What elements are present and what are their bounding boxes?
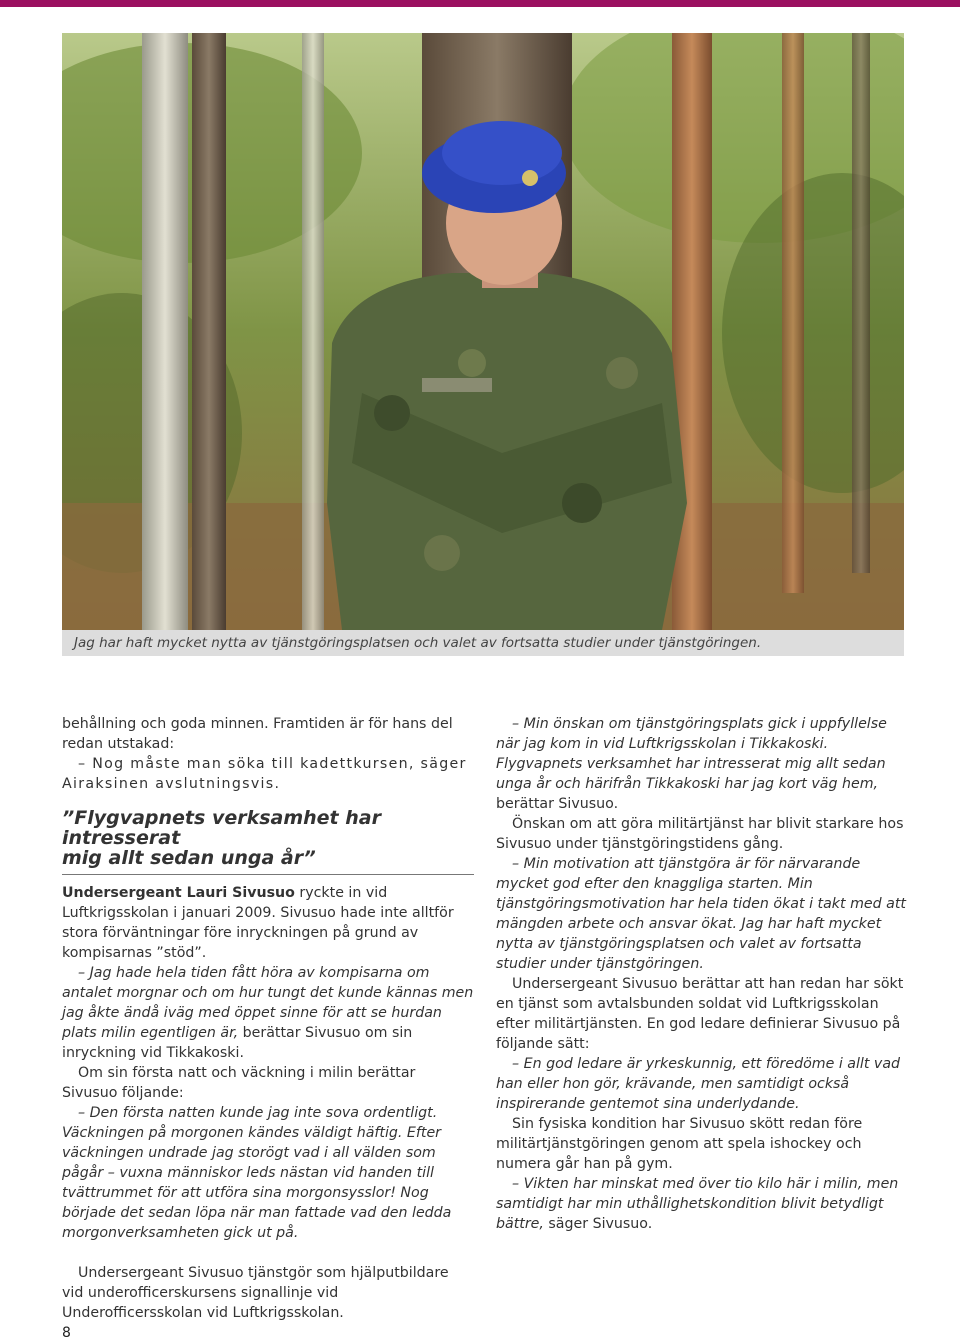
soldier-photo: [62, 33, 904, 630]
paragraph: – Nog måste man söka till kadettkursen, säger Airaksinen avslutningsvis.: [62, 756, 467, 792]
page-number: 8: [62, 1325, 71, 1341]
text-span: berättar Sivusuo.: [496, 796, 619, 812]
magenta-top-bar: [0, 0, 960, 7]
left-column: [62, 714, 474, 1323]
paragraph: behållning och goda minnen. Framtiden är för hans del redan utstakad:: [62, 716, 453, 752]
text-span: berättar Sivusuo om sin inryckning vid Tikkakoski.: [62, 1025, 413, 1061]
paragraph: Undersergeant Sivusuo tjänstgör som hjälputbildare vid underofficerskursens signallinje vid Underofficersskolan vid Luftkrigsskolan.: [62, 1265, 449, 1321]
paragraph: [62, 963, 474, 1063]
quote-paragraph: – En god ledare är yrkeskunnig, ett föredöme i allt vad han eller hon gör, krävande, men samtidigt också inspirerande gentemot sina underlydande.: [496, 1056, 901, 1112]
right-column: [496, 714, 911, 1234]
quote-span: – Vikten har minskat med över tio kilo här i milin, men samtidigt har min uthållighetskondition blivit betydligt bättre,: [496, 1176, 899, 1232]
photo-caption: Jag har haft mycket nytta av tjänstgöringsplatsen och valet av fortsatta studier under tjänstgöringen.: [62, 630, 904, 656]
paragraph: Sin fysiska kondition har Sivusuo skött redan före militärtjänstgöringen genom att spela ishockey och numera går han på gym.: [496, 1116, 863, 1172]
text-span: ryckte in vid Luftkrigsskolan i januari 2009. Sivusuo hade inte alltför stora förväntningar före inryckningen på grund av kompisarnas ”stöd”.: [62, 885, 454, 961]
quote-paragraph: – Min motivation att tjänstgöra är för närvarande mycket god efter den knaggliga starten. Min tjänstgöringsmotivation har hela tiden ökat i takt med att mängden arbete och ansvar ökat. Jag har haft mycket nytta av tjänstgöringsplatsen och valet av fortsatta studier under tjänstgöringen.: [496, 856, 906, 972]
text-span: säger Sivusuo.: [543, 1216, 653, 1232]
quote-paragraph: – Den första natten kunde jag inte sova ordentligt. Väckningen på morgonen kändes väldigt häftig. Efter väckningen undrade jag storögt vad i all välden som pågår – vuxna människor leds nästan vid handen till tvättrummet för att utföra sina morgonsysslor! Nog började det sedan löpa när man fattade vad den ledda morgonverksamheten gick ut på.: [62, 1105, 452, 1241]
heading-line: mig allt sedan unga år”: [62, 847, 316, 869]
paragraph: Om sin första natt och väckning i milin berättar Sivusuo följande:: [62, 1065, 416, 1101]
paragraph: [496, 714, 911, 814]
quote-span: – Min önskan om tjänstgöringsplats gick i uppfyllelse när jag kom in vid Luftkrigsskolan i Tikkakoski. Flygvapnets verksamhet har intresserat mig allt sedan unga år och härifrån Tikkakoski har jag kort väg hem,: [496, 716, 887, 792]
paragraph: [62, 883, 474, 963]
heading-line: ”Flygvapnets verksamhet har intresserat: [62, 807, 381, 849]
paragraph: [496, 1174, 911, 1234]
paragraph: Undersergeant Sivusuo berättar att han redan har sökt en tjänst som avtalsbunden soldat vid Luftkrigsskolan efter militärtjänsten. En god ledare definierar Sivusuo på följande sätt:: [496, 976, 904, 1052]
name-lead: Undersergeant Lauri Sivusuo: [62, 885, 295, 901]
article-heading: [62, 808, 474, 875]
paragraph: Önskan om att göra militärtjänst har blivit starkare hos Sivusuo under tjänstgöringstidens gång.: [496, 816, 904, 852]
quote-span: – Jag hade hela tiden fått höra av kompisarna om antalet morgnar och om hur tungt det kunde kännas men jag åkte ändå iväg med öppet sinne för att se hurdan plats milin egentligen är,: [62, 965, 474, 1041]
